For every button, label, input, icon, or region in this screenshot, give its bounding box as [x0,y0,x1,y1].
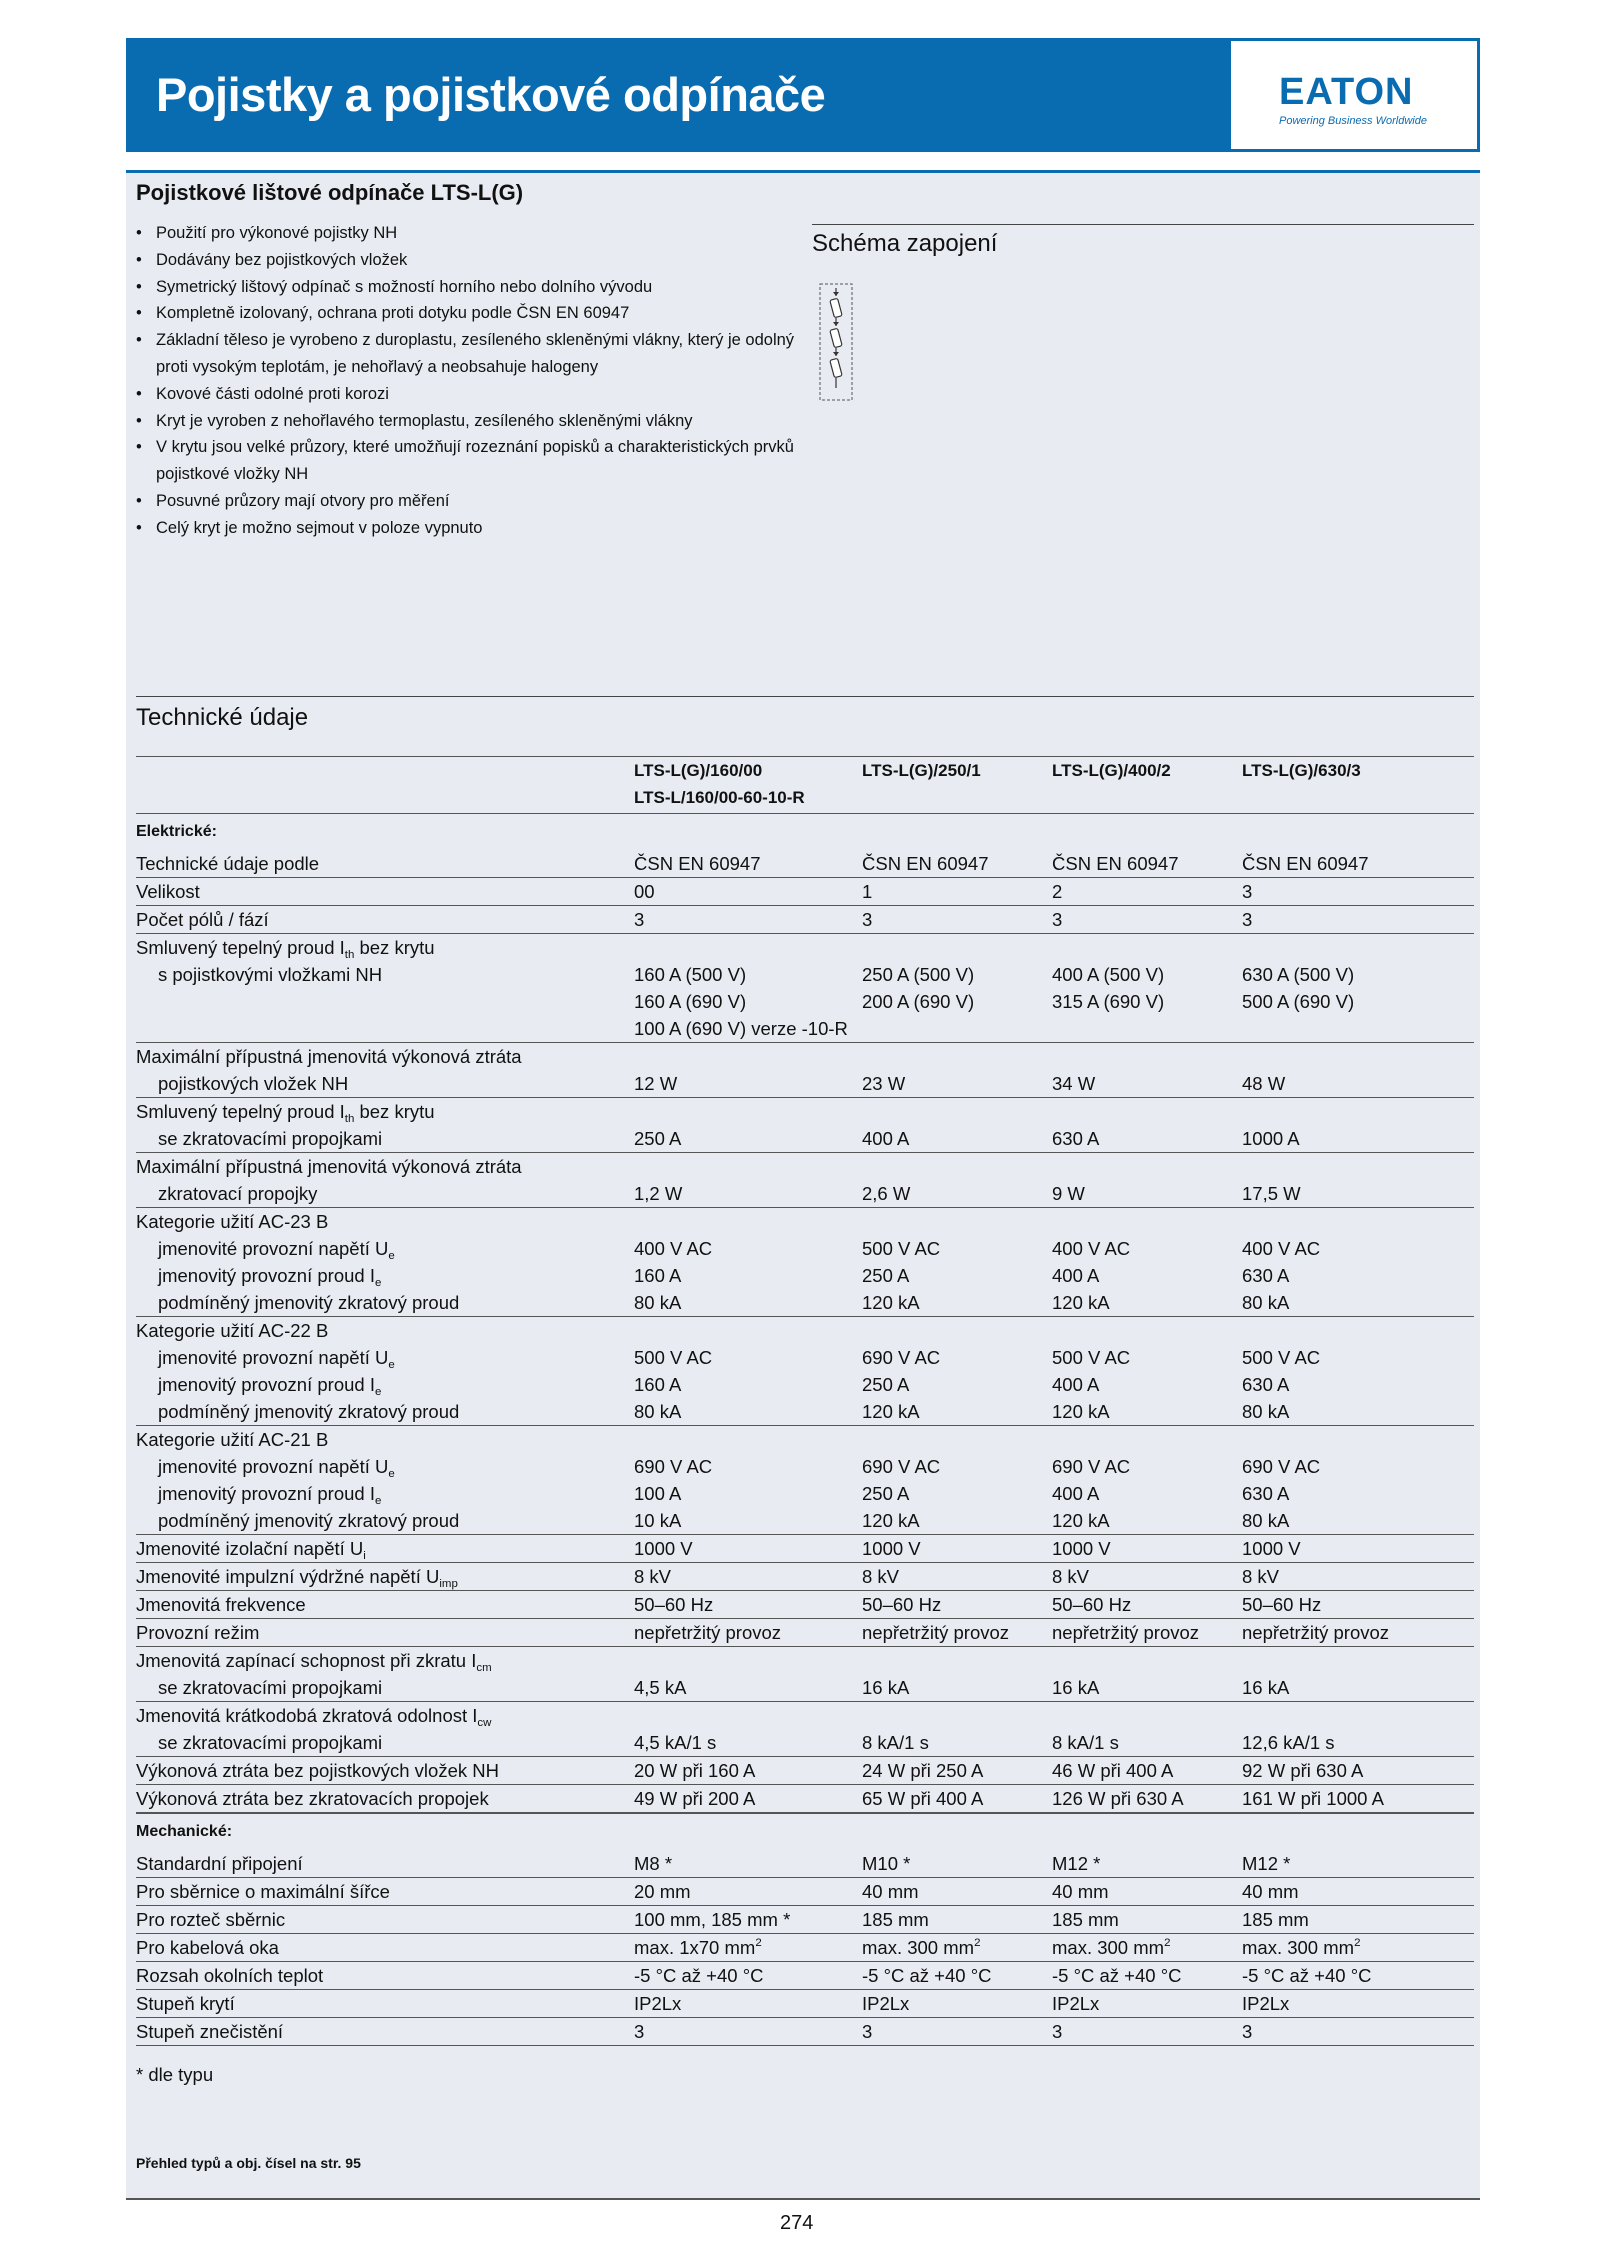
table-row: Velikost 00 1 2 3 [136,878,1474,906]
feature-item: • Dodávány bez pojistkových vložek [136,247,816,274]
table-row: Pro kabelová oka max. 1x70 $mm^2$ max. 300 $mm^2$ max. 300 $mm^2$ max. 300 $mm^2$ [136,1934,1474,1962]
table-row: Stupeň znečistění 3 3 3 3 [136,2018,1474,2046]
table-row: Smluvený tepelný proud $I_{th}$ bez krytu [136,934,1474,962]
tech-title: Technické údaje [136,704,309,731]
table-row: jmenovitý provozní proud $I_e$ 160 A 250 A 400 A 630 A [158,1374,1290,1398]
table-row: Jmenovitá frekvence 50–60 Hz 50–60 Hz 50–60 Hz 50–60 Hz [136,1591,1474,1619]
table-row: Jmenovité impulzní výdržné napětí $U_{imp}$ 8 kV 8 kV 8 kV 8 kV [136,1563,1474,1591]
table-row: Stupeň krytí IP2Lx IP2Lx IP2Lx IP2Lx [136,1990,1474,2018]
table-row: s pojistkovými vložkami NH 160 A (500 V) 250 A (500 V) 400 A (500 V) 630 A (500 V) [158,964,1355,985]
table-row: Maximální přípustná jmenovitá výkonová ztráta [136,1043,1474,1071]
table-row: Rozsah okolních teplot -5 °C až +40 °C -5 °C až +40 °C -5 °C až +40 °C -5 °C až +40 °C [136,1962,1474,1990]
feature-item: • Kompletně izolovaný, ochrana proti dotyku podle ČSN EN 60947 [136,300,816,327]
table-row: Standardní připojení M8 * M10 * M12 * M12 * [136,1853,1291,1874]
table-row: se zkratovacími propojkami 4,5 kA 16 kA 16 kA 16 kA [158,1677,1290,1698]
feature-item: • Použití pro výkonové pojistky NH [136,220,816,247]
table-row: Maximální přípustná jmenovitá výkonová ztráta [136,1153,1474,1181]
logo-tagline: Powering Business Worldwide [1279,115,1427,127]
feature-item: • Symetrický lištový odpínač s možností horního nebo dolního vývodu [136,274,816,301]
group-row-electrical: Elektrické: [136,814,1474,851]
column-header: LTS-L(G)/400/2 [1052,757,1242,814]
table-row: jmenovité provozní napětí $U_e$ 500 V AC 690 V AC 500 V AC 500 V AC [158,1347,1321,1371]
table-row: Výkonová ztráta bez zkratovacích propojek 49 W při 200 A 65 W při 400 A 126 W při 630 A 161 W při 1000 A [136,1785,1474,1814]
table-row: jmenovitý provozní proud $I_e$ 160 A 250 A 400 A 630 A [158,1265,1290,1289]
panel-divider [126,170,1480,173]
schema-title: Schéma zapojení [812,230,998,257]
page-title: Pojistky a pojistkové odpínače [156,68,826,121]
header-bar [126,38,1480,152]
table-row: Kategorie užití AC-23 B [136,1208,1474,1236]
table-row: Počet pólů / fází 3 3 3 3 [136,906,1474,934]
table-row: Jmenovité izolační napětí $U_i$ 1000 V 1000 V 1000 V 1000 V [136,1535,1474,1563]
feature-item: • Kovové části odolné proti korozi [136,381,816,408]
column-header: LTS-L(G)/250/1 [862,757,1052,814]
table-row: Smluvený tepelný proud $I_{th}$ bez krytu [136,1098,1474,1126]
table-row: 160 A (690 V) 200 A (690 V) 315 A (690 V) 500 A (690 V) [634,991,1355,1012]
tech-divider [136,696,1474,697]
logo-wordmark: EATON [1279,71,1414,113]
footer-divider [126,2198,1480,2200]
table-row: jmenovité provozní napětí $U_e$ 690 V AC 690 V AC 690 V AC 690 V AC [158,1456,1321,1480]
table-header-row [136,757,1474,814]
schema-divider [812,224,1474,225]
table-row: Provozní režim nepřetržitý provoz nepřetržitý provoz nepřetržitý provoz nepřetržitý provoz [136,1619,1474,1647]
table-row: podmíněný jmenovitý zkratový proud 10 kA 120 kA 120 kA 80 kA [158,1510,1290,1531]
reference-note: Přehled typů a obj. čísel na str. 95 [136,2155,361,2171]
table-bottom-rule [136,2046,1474,2048]
feature-item: • Kryt je vyroben z nehořlavého termoplastu, zesíleného skleněnými vlákny [136,408,816,435]
table-row: jmenovité provozní napětí $U_e$ 400 V AC 500 V AC 400 V AC 400 V AC [158,1238,1321,1262]
eaton-logo [1231,41,1477,149]
group-row-mechanical: Mechanické: [136,1813,1474,1850]
column-header: LTS-L(G)/630/3 [1242,757,1474,814]
feature-item: • Posuvné průzory mají otvory pro měření [136,488,816,515]
table-row: se zkratovacími propojkami 4,5 kA/1 s 8 kA/1 s 8 kA/1 s 12,6 kA/1 s [158,1732,1335,1753]
table-row: podmíněný jmenovitý zkratový proud 80 kA 120 kA 120 kA 80 kA [158,1292,1290,1313]
table-row: jmenovitý provozní proud $I_e$ 100 A 250 A 400 A 630 A [158,1483,1290,1507]
column-header: LTS-L(G)/160/00 LTS-L/160/00-60-10-R [634,757,862,814]
feature-item: • Celý kryt je možno sejmout v poloze vypnuto [136,515,816,542]
feature-item: • Základní těleso je vyrobeno z duroplastu, zesíleného skleněnými vlákny, který je odolný proti vysokým teplotám, je nehořlavý a neobsahuje halogeny [136,327,816,381]
table-row: Pro rozteč sběrnic 100 mm, 185 mm * 185 mm 185 mm 185 mm [136,1906,1474,1934]
table-row: Jmenovitá zapínací schopnost při zkratu $I_{cm}$ [136,1647,1474,1675]
page-number: 274 [780,2212,814,2234]
feature-item: • V krytu jsou velké průzory, které umožňují rozeznání popisků a charakteristických prvků pojistkové vložky NH [136,434,816,488]
product-title: Pojistkové lištové odpínače LTS-L(G) [136,180,524,205]
feature-list [136,220,816,542]
table-row: Kategorie užití AC-22 B [136,1317,1474,1345]
content-panel [126,170,1480,2198]
spec-table [136,756,1474,2047]
table-row: podmíněný jmenovitý zkratový proud 80 kA 120 kA 120 kA 80 kA [158,1401,1290,1422]
three-pole-fuse-switch-diagram-icon [818,282,854,402]
table-row: se zkratovacími propojkami 250 A 400 A 630 A 1000 A [158,1128,1300,1149]
table-row: Výkonová ztráta bez pojistkových vložek NH 20 W při 160 A 24 W při 250 A 46 W při 400 A 92 W při 630 A [136,1757,1474,1785]
table-row: zkratovací propojky 1,2 W 2,6 W 9 W 17,5 W [158,1183,1301,1204]
table-row: Technické údaje podle ČSN EN 60947 ČSN EN 60947 ČSN EN 60947 ČSN EN 60947 [136,853,1369,874]
footnote: * dle typu [136,2064,214,2085]
table-row: pojistkových vložek NH 12 W 23 W 34 W 48 W [158,1073,1286,1094]
table-row: Pro sběrnice o maximální šířce 20 mm 40 mm 40 mm 40 mm [136,1878,1474,1906]
table-row: Kategorie užití AC-21 B [136,1426,1474,1454]
table-row: 100 A (690 V) verze -10-R [634,1018,848,1039]
table-row: Jmenovitá krátkodobá zkratová odolnost $I_{cw}$ [136,1702,1474,1730]
